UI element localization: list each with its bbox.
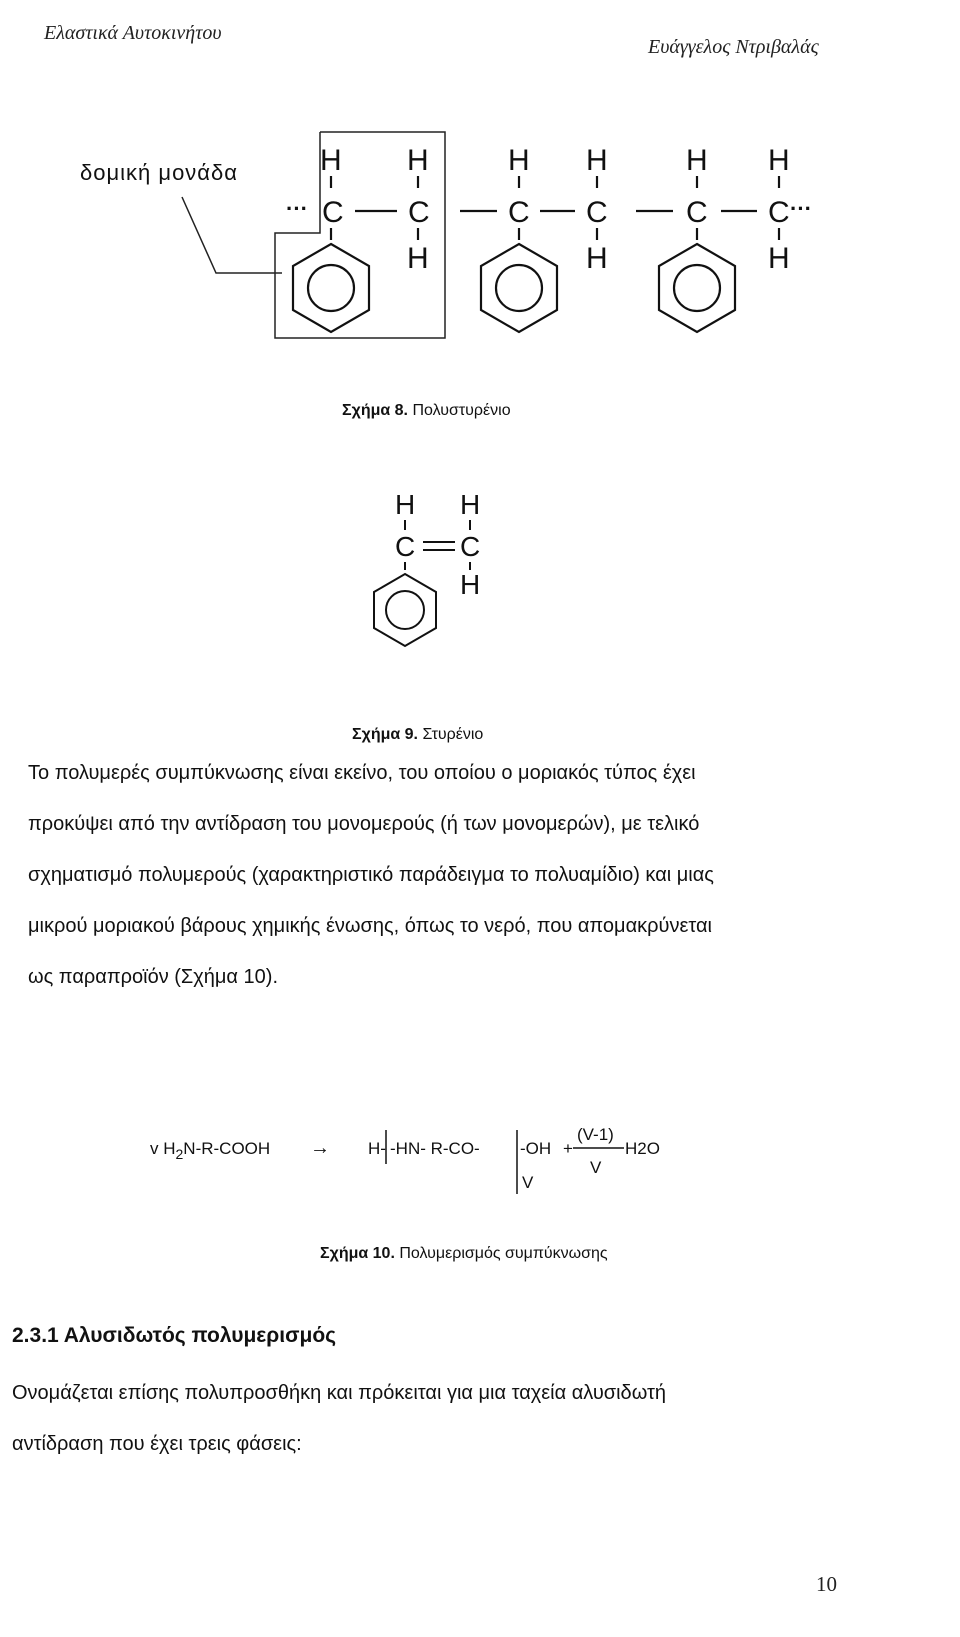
plus-sign: + (563, 1139, 573, 1158)
atom-h: H (320, 144, 342, 177)
atom-c: C (322, 196, 344, 229)
paragraph-line: μικρού μοριακού βάρους χημικής ένωσης, όπως το νερό, που απομακρύνεται (28, 915, 712, 937)
paragraph (28, 748, 928, 1003)
atom-c: C (768, 196, 790, 229)
paragraph-line: ως παραπροϊόν (Σχήμα 10). (28, 966, 278, 988)
atom-h: H (460, 569, 481, 600)
atom-c: C (508, 196, 530, 229)
figure8-caption: Σχήμα 8. Πολυστυρένιο (342, 402, 511, 419)
subscript-v: V (522, 1173, 534, 1192)
atom-c: C (686, 196, 708, 229)
fraction-numerator: (V-1) (577, 1125, 614, 1144)
atom-h: H (768, 242, 790, 275)
section-heading: 2.3.1 Αλυσιδωτός πολυμερισμός (12, 1324, 337, 1347)
paragraph-line: Το πολυμερές συμπύκνωσης είναι εκείνο, του οποίου ο μοριακός τύπος έχει (28, 762, 696, 784)
condensation-equation (140, 1110, 740, 1200)
reactant-prefix: v H (150, 1139, 176, 1158)
atom-h: H (686, 144, 708, 177)
paragraph-line: αντίδραση που έχει τρεις φάσεις: (12, 1433, 302, 1455)
header-left: Ελαστικά Αυτοκινήτου (44, 22, 222, 44)
reactant-rest: N-R-COOH (183, 1139, 271, 1158)
water-product: H2O (625, 1139, 660, 1158)
atom-h: H (460, 490, 481, 520)
atom-h: H (586, 144, 608, 177)
atom-c: C (586, 196, 608, 229)
atom-h: H (508, 144, 530, 177)
paragraph-line: προκύψει από την αντίδραση του μονομερούς (ή των μονομερών), με τελικό (28, 813, 700, 835)
reaction-arrow: → (310, 1137, 330, 1159)
repeat-unit: -HN- R-CO- (390, 1139, 480, 1158)
page-number: 10 (816, 1572, 837, 1596)
oh-terminal: -OH (520, 1139, 552, 1158)
atom-h: H (586, 242, 608, 275)
atom-h: H (407, 242, 429, 275)
benzene-ring-icon (659, 244, 735, 332)
svg-text:v H2N-R-COOH (150, 1139, 270, 1162)
atom-c: C (408, 196, 430, 229)
atom-h: H (395, 490, 416, 520)
polystyrene-figure (60, 130, 860, 355)
structural-unit-label: δομική μονάδα (80, 160, 238, 185)
reactant-subscript: 2 (175, 1146, 184, 1162)
fraction-denominator: V (590, 1158, 602, 1177)
h-terminal: H- (368, 1139, 386, 1158)
pointer-line (182, 197, 282, 273)
header-right: Ευάγγελος Ντριβαλάς (648, 36, 819, 58)
benzene-ring-icon (293, 244, 369, 332)
atom-c: C (395, 531, 416, 562)
section-paragraph (12, 1368, 922, 1470)
chain-dots-right: ··· (790, 196, 812, 221)
benzene-ring-icon (481, 244, 557, 332)
chain-dots-left: ··· (286, 196, 308, 221)
atom-c: C (460, 531, 481, 562)
benzene-ring-icon (374, 574, 436, 646)
atom-h: H (768, 144, 790, 177)
paragraph-line: Ονομάζεται επίσης πολυπροσθήκη και πρόκειται για μια ταχεία αλυσιδωτή (12, 1382, 667, 1404)
figure9-caption: Σχήμα 9. Στυρένιο (352, 726, 484, 743)
atom-h: H (407, 144, 429, 177)
styrene-figure (360, 490, 560, 660)
paragraph-line: σχηματισμό πολυμερούς (χαρακτηριστικό παράδειγμα το πολυαμίδιο) και μιας (28, 864, 714, 886)
figure10-caption: Σχήμα 10. Πολυμερισμός συμπύκνωσης (320, 1245, 608, 1262)
